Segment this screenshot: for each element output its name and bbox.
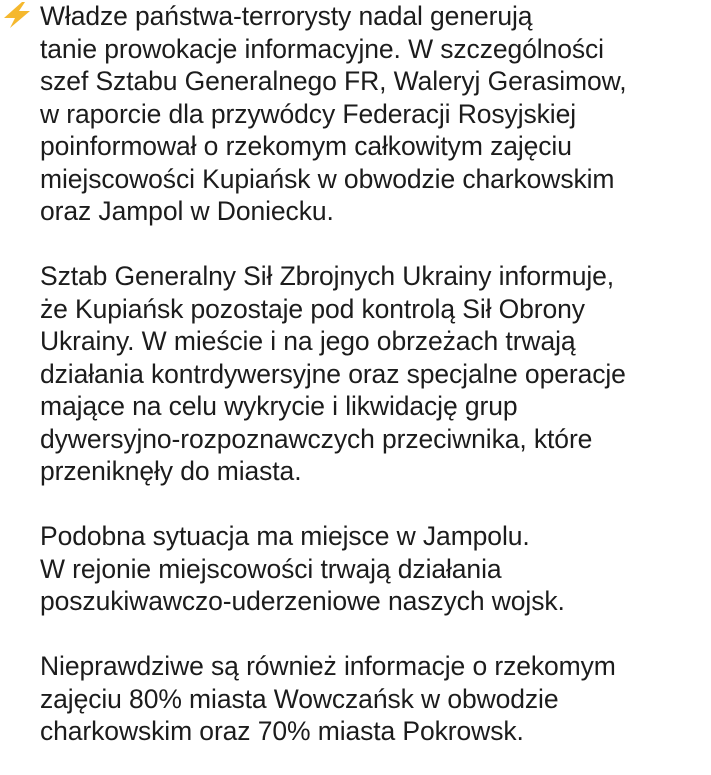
paragraph-2-line-2: że Kupiańsk pozostaje pod kontrolą Sił Obrony [40, 293, 585, 324]
paragraph-2-line-4: działania kontrdywersyjne oraz specjalne operacje [40, 358, 626, 389]
paragraph-2-line-3: Ukrainy. W mieście i na jego obrzeżach trwają [40, 326, 576, 356]
paragraph-gap [40, 228, 700, 261]
high-voltage-icon [0, 1, 38, 29]
paragraph-1-line-2: tanie prowokacje informacyjne. W szczególności [40, 33, 604, 64]
paragraph-1-line-3: szef Sztabu Generalnego FR, Waleryj Gerasimow, [40, 66, 627, 96]
paragraph-4-line-3: charkowskim oraz 70% miasta Pokrowsk. [40, 716, 524, 746]
paragraph-1 [40, 0, 700, 228]
paragraph-1-line-6: miejscowości Kupiańsk w obwodzie charkowskim [40, 163, 615, 194]
paragraph-gap [40, 618, 700, 651]
line-text: Władze państwa-terrorysty nadal generują [40, 1, 533, 31]
paragraph-1-line-4: w raporcie dla przywódcy Federacji Rosyjskiej [40, 98, 576, 129]
paragraph-gap [40, 488, 700, 521]
paragraph-2 [40, 260, 700, 488]
paragraph-3 [40, 520, 700, 618]
paragraph-1-line-5: poinformował o rzekomym całkowitym zajęciu [40, 131, 572, 161]
paragraph-2-line-7: przeniknęły do miasta. [40, 456, 302, 486]
paragraph-3-line-1: Podobna sytuacja ma miejsce w Jampolu. [40, 521, 530, 551]
paragraph-3-line-2: W rejonie miejscowości trwają działania [40, 553, 502, 584]
paragraph-1-line-1 [0, 0, 700, 33]
paragraph-4-line-2: zajęciu 80% miasta Wowczańsk w obwodzie [40, 683, 559, 714]
paragraph-4 [40, 650, 700, 748]
paragraph-2-line-1: Sztab Generalny Sił Zbrojnych Ukrainy informuje, [40, 261, 615, 291]
paragraph-2-line-5: mające na celu wykrycie i likwidację grup [40, 391, 518, 421]
paragraph-4-line-1: Nieprawdziwe są również informacje o rzekomym [40, 651, 616, 681]
paragraph-1-line-7: oraz Jampol w Doniecku. [40, 196, 334, 226]
paragraph-3-line-3: poszukiwawczo-uderzeniowe naszych wojsk. [40, 586, 565, 616]
paragraph-2-line-6: dywersyjno-rozpoznawczych przeciwnika, które [40, 423, 593, 454]
message-text [40, 0, 700, 748]
